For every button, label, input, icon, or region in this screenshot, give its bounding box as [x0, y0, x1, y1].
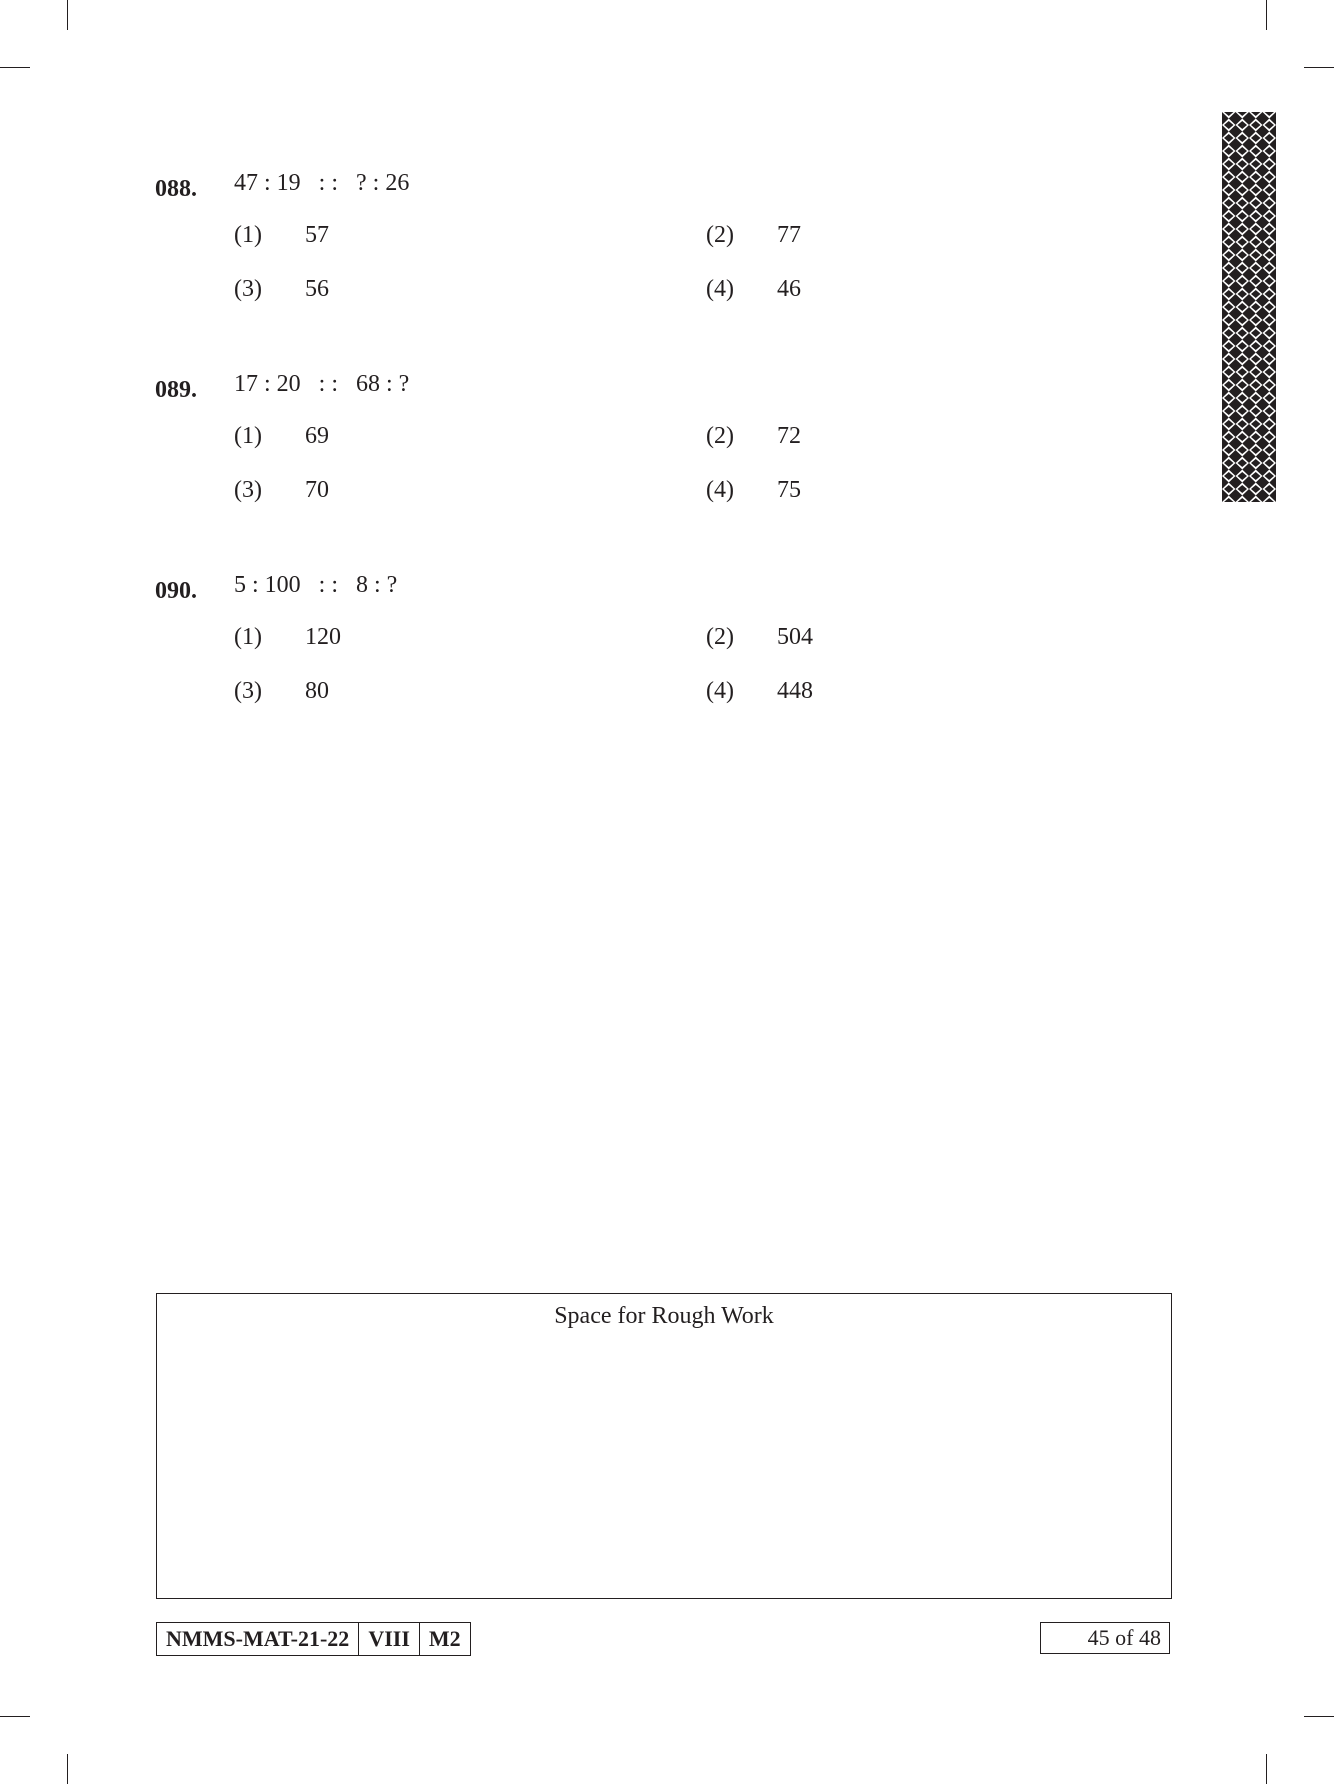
- option-3: [234, 477, 329, 504]
- option-value: 56: [305, 276, 329, 302]
- crop-mark: [0, 67, 30, 68]
- crop-mark: [67, 1754, 68, 1784]
- question-stem: 17 : 20 : : 68 : ?: [234, 371, 410, 397]
- option-4: [706, 477, 801, 504]
- option-3: [234, 276, 329, 303]
- option-label: (2): [706, 624, 734, 650]
- option-label: (1): [234, 423, 262, 449]
- option-label: (3): [234, 678, 262, 704]
- class-code: VIII: [358, 1623, 419, 1655]
- decorative-pattern-strip: [1222, 112, 1276, 502]
- option-value: 120: [305, 624, 341, 650]
- page-number: 45 of 48: [1087, 1625, 1161, 1650]
- option-label: (3): [234, 276, 262, 302]
- option-1: [234, 222, 329, 249]
- option-value: 46: [777, 276, 801, 302]
- option-label: (1): [234, 222, 262, 248]
- question-number: 089.: [155, 377, 197, 403]
- question-stem: 5 : 100 : : 8 : ?: [234, 572, 398, 598]
- page-number-box: [1040, 1622, 1170, 1654]
- crop-mark: [0, 1716, 30, 1717]
- option-label: (4): [706, 477, 734, 503]
- option-label: (4): [706, 276, 734, 302]
- paper-code: NMMS-MAT-21-22: [166, 1626, 350, 1651]
- medium-code: M2: [419, 1623, 470, 1655]
- option-2: [706, 222, 801, 249]
- option-value: 69: [305, 423, 329, 449]
- option-value: 80: [305, 678, 329, 704]
- option-value: 70: [305, 477, 329, 503]
- option-3: [234, 678, 329, 705]
- rough-work-title: Space for Rough Work: [554, 1303, 774, 1329]
- option-1: [234, 624, 341, 651]
- crop-mark: [67, 0, 68, 30]
- crop-mark: [1266, 0, 1267, 30]
- option-1: [234, 423, 329, 450]
- option-value: 57: [305, 222, 329, 248]
- question-stem: 47 : 19 : : ? : 26: [234, 170, 410, 196]
- option-label: (3): [234, 477, 262, 503]
- crop-mark: [1304, 1716, 1334, 1717]
- paper-code-box: [156, 1622, 471, 1656]
- option-2: [706, 624, 813, 651]
- option-value: 504: [777, 624, 813, 650]
- crop-mark: [1266, 1754, 1267, 1784]
- option-value: 72: [777, 423, 801, 449]
- rough-work-box: [156, 1293, 1172, 1599]
- option-value: 448: [777, 678, 813, 704]
- option-label: (2): [706, 222, 734, 248]
- option-4: [706, 678, 813, 705]
- option-value: 75: [777, 477, 801, 503]
- option-2: [706, 423, 801, 450]
- question-number: 090.: [155, 578, 197, 604]
- option-value: 77: [777, 222, 801, 248]
- question-number: 088.: [155, 176, 197, 202]
- crop-mark: [1304, 67, 1334, 68]
- option-label: (1): [234, 624, 262, 650]
- option-label: (2): [706, 423, 734, 449]
- option-label: (4): [706, 678, 734, 704]
- option-4: [706, 276, 801, 303]
